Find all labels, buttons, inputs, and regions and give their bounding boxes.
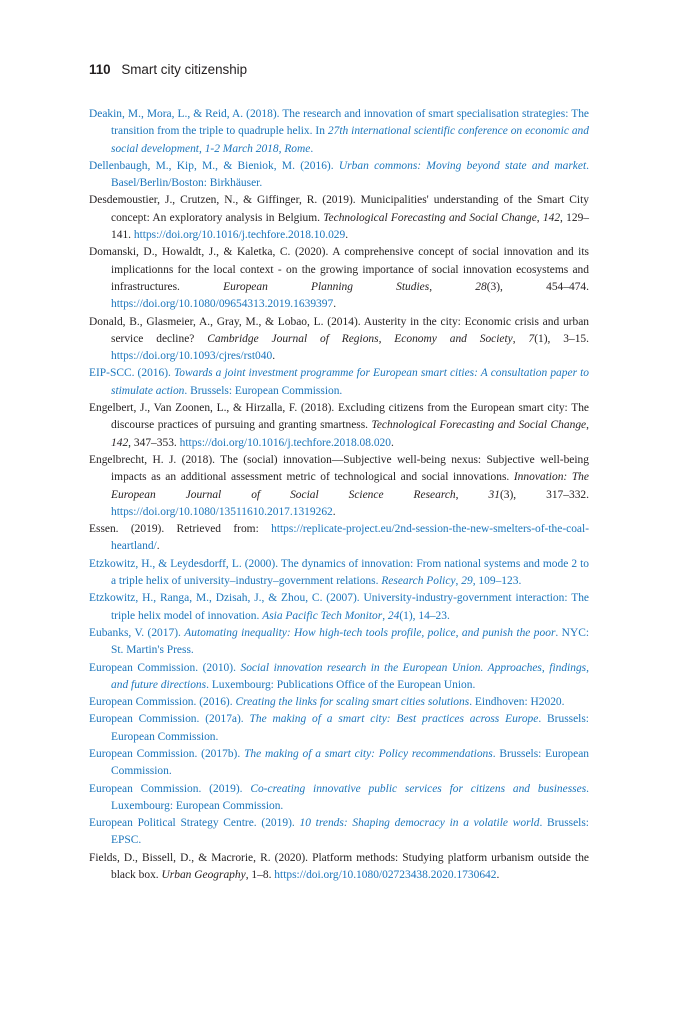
reference-text: Innovation: The European Journal of Social Science Research: [111, 471, 589, 501]
reference-text: Domanski, D., Howaldt, J., & Kaletka, C. (2020). A comprehensive concept of social innovation and its implicationns for the local context - on the growing importance of social innovation ecosystems and infrastructures.: [89, 246, 589, 293]
doi-link[interactable]: https://replicate-project.eu/2nd-session-the-new-smelters-of-the-coal-heartland/: [111, 523, 589, 553]
reference-text: . Eindhoven: H2020.: [469, 696, 565, 709]
doi-link[interactable]: https://doi.org/10.1080/02723438.2020.1730642: [274, 869, 497, 882]
reference-text: ,: [382, 609, 388, 622]
reference-entry: [89, 711, 589, 746]
reference-text: Engelbert, J., Van Zoonen, L., & Hirzalla, F. (2018). Excluding citizens from the European smart city: The discourse practices of pursuing and granting smartness.: [89, 402, 589, 432]
reference-entry: [89, 590, 589, 625]
reference-entry: [89, 625, 589, 660]
reference-text: Technological Forecasting and Social Change: [323, 211, 537, 224]
reference-entry: [89, 556, 589, 591]
reference-entry: [89, 158, 589, 193]
reference-text: Automating inequality: How high-tech tools profile, police, and punish the poor: [184, 626, 556, 639]
reference-text: European Political Strategy Centre. (2019).: [89, 817, 300, 830]
reference-text: . Luxembourg: Publications Office of the European Union.: [206, 678, 476, 691]
reference-text: 29: [461, 575, 473, 588]
reference-text: European Commission. (2017b).: [89, 747, 245, 760]
reference-text: Etzkowitz, H., & Leydesdorff, L. (2000). The dynamics of innovation: From national systems and mode 2 to a triple helix of university–industry–government relations.: [89, 557, 589, 588]
reference-text: .: [345, 229, 349, 242]
reference-entry: [89, 746, 589, 781]
reference-text: European Commission. (2017a).: [89, 713, 250, 726]
reference-text: , 129–141.: [111, 211, 590, 242]
reference-entry: [89, 521, 589, 556]
reference-text: . Brussels: European Commission.: [111, 747, 589, 778]
reference-entry: [89, 314, 589, 366]
reference-text: Essen. (2019). Retrieved from:: [89, 523, 272, 536]
running-title: Smart city citizenship: [121, 62, 248, 77]
reference-text: (3), 454–474.: [486, 280, 589, 293]
reference-text: Eubanks, V. (2017).: [89, 626, 185, 639]
reference-text: .: [391, 436, 394, 449]
reference-entry: [89, 781, 589, 816]
reference-entry: [89, 815, 589, 850]
doi-link[interactable]: https://doi.org/10.1080/13511610.2017.1319262: [111, 505, 333, 518]
reference-text: . Luxembourg: European Commission.: [111, 782, 590, 812]
page-number: 110: [89, 62, 111, 77]
reference-text: . Brussels: EPSC.: [111, 817, 589, 847]
reference-text: ,: [455, 575, 462, 588]
reference-text: Desdemoustier, J., Crutzen, N., & Giffinger, R. (2019). Municipalities' understanding of the Smart City concept: An exploratory analysis in Belgium.: [89, 194, 589, 224]
reference-text: 10 trends: Shaping democracy in a volatile world: [299, 817, 540, 830]
doi-link[interactable]: https://doi.org/10.1016/j.techfore.2018.10.029: [133, 229, 346, 242]
reference-text: ,: [586, 419, 589, 432]
reference-entry: [89, 452, 589, 521]
reference-text: ,: [512, 332, 529, 345]
reference-text: .: [496, 869, 500, 882]
reference-text: .: [272, 350, 276, 363]
reference-entry: [89, 365, 589, 400]
reference-text: (1), 14–23.: [399, 609, 450, 622]
reference-entry: [89, 106, 589, 158]
page-header: [89, 62, 247, 77]
reference-text: Towards a joint investment programme for European smart cities: A consultation paper to stimulate action: [111, 367, 590, 397]
reference-text: Social innovation research in the European Union. Approaches, findings, and future directions: [111, 661, 589, 691]
reference-text: Creating the links for scaling smart cities solutions: [235, 696, 470, 709]
reference-text: .: [332, 505, 336, 518]
reference-text: . Basel/Berlin/Boston: Birkhäuser.: [111, 159, 589, 190]
reference-text: Engelbrecht, H. J. (2018). The (social) innovation—Subjective well-being nexus: Subjective well-being impacts as an additional assessment metric of technological and social innovations.: [89, 453, 589, 484]
reference-text: EIP-SCC. (2016).: [89, 367, 174, 380]
reference-entry: [89, 400, 589, 452]
reference-text: Dellenbaugh, M., Kip, M., & Bieniok, M. (2016).: [89, 159, 339, 172]
reference-text: .: [156, 540, 160, 553]
reference-text: Technological Forecasting and Social Change: [371, 419, 587, 432]
reference-text: .: [333, 298, 337, 311]
reference-text: 24: [387, 609, 400, 622]
reference-text: Cambridge Journal of Regions, Economy and Society: [207, 332, 513, 345]
reference-text: , 109–123.: [472, 575, 522, 588]
doi-link[interactable]: https://doi.org/10.1080/09654313.2019.1639397: [111, 298, 334, 311]
reference-text: Asia Pacific Tech Monitor: [262, 609, 383, 622]
reference-entry: [89, 192, 589, 244]
reference-text: . NYC: St. Martin's Press.: [111, 626, 590, 657]
reference-text: Urban Geography: [161, 869, 246, 882]
reference-text: . Brussels: European Commission.: [111, 713, 589, 743]
reference-text: Research Policy: [381, 575, 456, 588]
reference-text: Donald, B., Glasmeier, A., Gray, M., & Lobao, L. (2014). Austerity in the city: Economic crisis and urban service decline?: [89, 315, 589, 345]
reference-entry: [89, 850, 589, 885]
reference-text: . Brussels: European Commission.: [184, 384, 343, 397]
reference-text: , 347–353.: [128, 436, 180, 449]
reference-text: Deakin, M., Mora, L., & Reid, A. (2018). The research and innovation of smart specialisation strategies: The transition from the triple to quadruple helix. In: [89, 108, 589, 138]
reference-entry: [89, 244, 589, 313]
reference-text: European Commission. (2010).: [89, 661, 241, 674]
reference-text: European Commission. (2019).: [89, 782, 251, 795]
reference-text: , 1–8.: [245, 869, 275, 882]
reference-text: European Commission. (2016).: [89, 696, 236, 709]
reference-text: The making of a smart city: Policy recommendations: [244, 747, 493, 760]
reference-text: Fields, D., Bissell, D., & Macrorie, R. (2020). Platform methods: Studying platform urbanism outside the black box.: [89, 851, 589, 882]
reference-text: ,: [536, 211, 543, 224]
reference-text: (1), 3–15.: [534, 332, 589, 345]
reference-text: 7: [528, 332, 535, 345]
reference-text: Etzkowitz, H., Ranga, M., Dzisah, J., & Zhou, C. (2007). University-industry-government interaction: The triple helix model of innovation.: [89, 592, 589, 622]
reference-text: The making of a smart city: Best practices across Europe: [249, 713, 539, 726]
doi-link[interactable]: https://doi.org/10.1093/cjres/rst040: [111, 350, 273, 363]
reference-text: ,: [429, 280, 476, 293]
reference-text: Co-creating innovative public services for citizens and businesses: [250, 782, 587, 795]
reference-text: 142: [111, 436, 129, 449]
reference-text: 31: [488, 488, 500, 501]
reference-text: European Planning Studies: [223, 280, 430, 293]
reference-text: .: [310, 142, 314, 155]
reference-text: 142: [542, 211, 561, 224]
reference-text: (3), 317–332.: [499, 488, 589, 501]
reference-text: 27th international scientific conference on economic and social development, 1-2 March 2018, Rome: [111, 125, 589, 155]
reference-text: ,: [455, 488, 489, 501]
reference-list: [89, 106, 589, 884]
reference-entry: [89, 660, 589, 695]
doi-link[interactable]: https://doi.org/10.1016/j.techfore.2018.08.020: [179, 436, 391, 449]
reference-text: 28: [475, 280, 487, 293]
reference-entry: [89, 694, 589, 711]
reference-text: Urban commons: Moving beyond state and market: [338, 159, 587, 172]
